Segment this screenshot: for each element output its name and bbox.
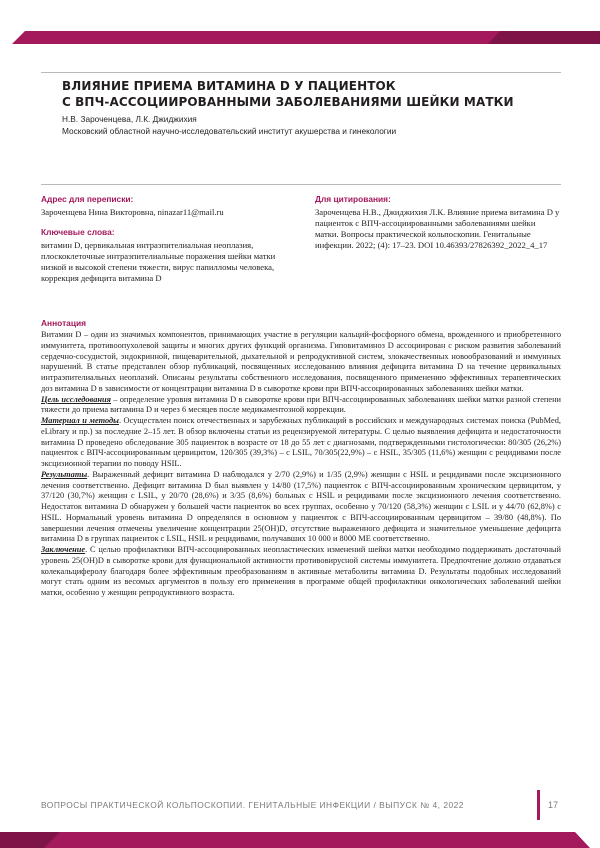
journal-footer: ВОПРОСЫ ПРАКТИЧЕСКОЙ КОЛЬПОСКОПИИ. ГЕНИТАЛЬНЫЕ ИНФЕКЦИИ / ВЫПУСК № 4, 2022 (41, 800, 464, 810)
results-label: Результаты (41, 469, 88, 479)
citation-label: Для цитирования: (315, 194, 391, 204)
abstract-conclusion (41, 545, 561, 599)
abstract-label: Аннотация (41, 318, 87, 328)
footer-accent-bar (537, 790, 540, 820)
header-decor-band (0, 31, 600, 44)
page-number: 17 (548, 800, 559, 810)
article-header (62, 78, 562, 137)
aim-text: – определение уровня витамина D в сыворотке крови при ВПЧ-ассоциированных заболеваниях шейки матки разной степени тяжести до приема витамина D и через 6 месяцев после медикаментозной коррекции. (41, 394, 561, 415)
conclusion-text: . С целью профилактики ВПЧ-ассоциированных неопластических изменений шейки матки необходимо поддерживать достаточный уровень 25(OH)D в сыворотке крови для функциональной активности противовирусной системы иммунитета. Предпочтение должно отдаваться колекальциферолу благодаря более эффективным преобразованиям в активные метаболиты витамина D. Результаты подобных исследований могут стать одним из весомых аргументов в пользу его применения в программе общей профилактики онкологических заболеваний шейки матки, особенно у женщин репродуктивного возраста. (41, 545, 561, 597)
affiliation: Московский областной научно-исследовательский институт акушерства и гинекологии (62, 126, 397, 136)
top-divider (41, 72, 561, 73)
footer-decor-band (0, 832, 600, 848)
abstract-section (41, 318, 561, 599)
methods-label: Материал и методы (41, 416, 119, 425)
correspondence-label: Адрес для переписки: (41, 194, 134, 204)
methods-text: . Осуществлен поиск отечественных и зарубежных публикаций в российских и международных системах поиска (PubMed, eLibrary и пр.) за последние 2–15 лет. В обзор включены статьи из рецензируемой литературы. С целью выявления дефицита и недостаточности витамина D проведено обследование 305 пациенток в возрасте от 18 до 55 лет с диагнозами, подтвержденными гистологически: 80/305 (26,2%) пациенток с ВПЧ-ассоциированным цервицитом, 120/305 (39,3%) – с LSIL, 70/305(22,9%) – с HSIL, 35/305 (11,6%) женщин с рецидивами после эксцизионной терапии по поводу HSIL. (41, 416, 561, 468)
title-line-1: ВЛИЯНИЕ ПРИЕМА ВИТАМИНА D У ПАЦИЕНТОК (62, 79, 396, 93)
conclusion-label: Заключение (41, 545, 86, 554)
abstract-intro: Витамин D – один из значимых компонентов, принимающих участие в регуляции кальций-фосфорного обмена, врожденного и приобретенного иммунитета, противоопухолевой защиты и многих других функций организма. Гиповитаминоз D ассоциирован с риском развития заболеваний сердечно-сосудистой, эндокринной, пищеварительной, дыхательной и репродуктивной систем, злокачественных новообразований и иммунных нарушений. В статье представлен обзор публикаций, посвященных исследованию влияния дефицита витамина D на течение цервикальных интраэпителиальных неоплазий. Описаны результаты собственного исследования, посвященного применению эффективных терапевтических доз витамина D в зависимости от концентрации витамина D в сыворотке крови при ВПЧ-ассоциированных заболеваниях шейки матки. (41, 330, 561, 393)
abstract-aim (41, 395, 561, 417)
aim-label: Цель исследования (41, 394, 111, 404)
citation-text: Зароченцева Н.В., Джиджихия Л.К. Влияние приема витамина D у пациенток с ВПЧ-ассоциированными заболеваниями шейки матки. Вопросы практической кольпоскопии. Генитальные инфекции. 2022; (4): 17–23. DOI 10.46393/27826392_2022_4_17 (315, 207, 560, 250)
abstract-methods (41, 416, 561, 470)
left-column (41, 194, 296, 293)
abstract-results (41, 470, 561, 545)
authors: Н.В. Зароченцева, Л.К. Джиджихия (62, 114, 197, 124)
results-text: . Выраженный дефицит витамина D наблюдался у 2/70 (2,9%) и 1/35 (2,9%) женщин с HSIL и рецидивами после эксцизионного лечения соответственно. Дефицит витамина D был выявлен у 14/80 (17,5%) пациенток с ВПЧ-ассоциированным хроническим цервицитом, у 37/120 (30,7%) женщин с LSIL, у 20/70 (28,6%) и 3/35 (8,6%) больных с HSIL и рецидивами после эксцизионного лечения соответственно. Недостаток витамина D обнаружен у большей части пациенток во всех группах, особенно у 70/120 (58,3%) женщин с LSIL и у 44/70 (62,8%) с HSIL. Нормальный уровень витамина D определялся в основном у пациенток с ВПЧ-ассоциированным цервицитом – 39/80 (48,8%). По завершении лечения отмечены увеличение концентрации 25(OH)D, отсутствие выраженного дефицита и значительное уменьшение дефицита витамина D в группах пациенток с LSIL, HSIL и рецидивами, получавших 10 000 и 8000 МЕ соответственно. (41, 469, 561, 544)
keywords-label: Ключевые слова: (41, 226, 115, 237)
article-title (62, 78, 562, 110)
section-divider (41, 184, 561, 185)
right-column (315, 194, 560, 260)
title-line-2: С ВПЧ-АССОЦИИРОВАННЫМИ ЗАБОЛЕВАНИЯМИ ШЕЙКИ МАТКИ (62, 95, 514, 109)
correspondence-text: Зароченцева Нина Викторовна, ninazar11@mail.ru (41, 207, 224, 217)
keywords-text: витамин D, цервикальная интраэпителиальная неоплазия, плоскоклеточные интраэпителиальные поражения шейки матки низкой и высокой степени тяжести, вирус папилломы человека, коррекция дефицита витамина D (41, 239, 276, 283)
